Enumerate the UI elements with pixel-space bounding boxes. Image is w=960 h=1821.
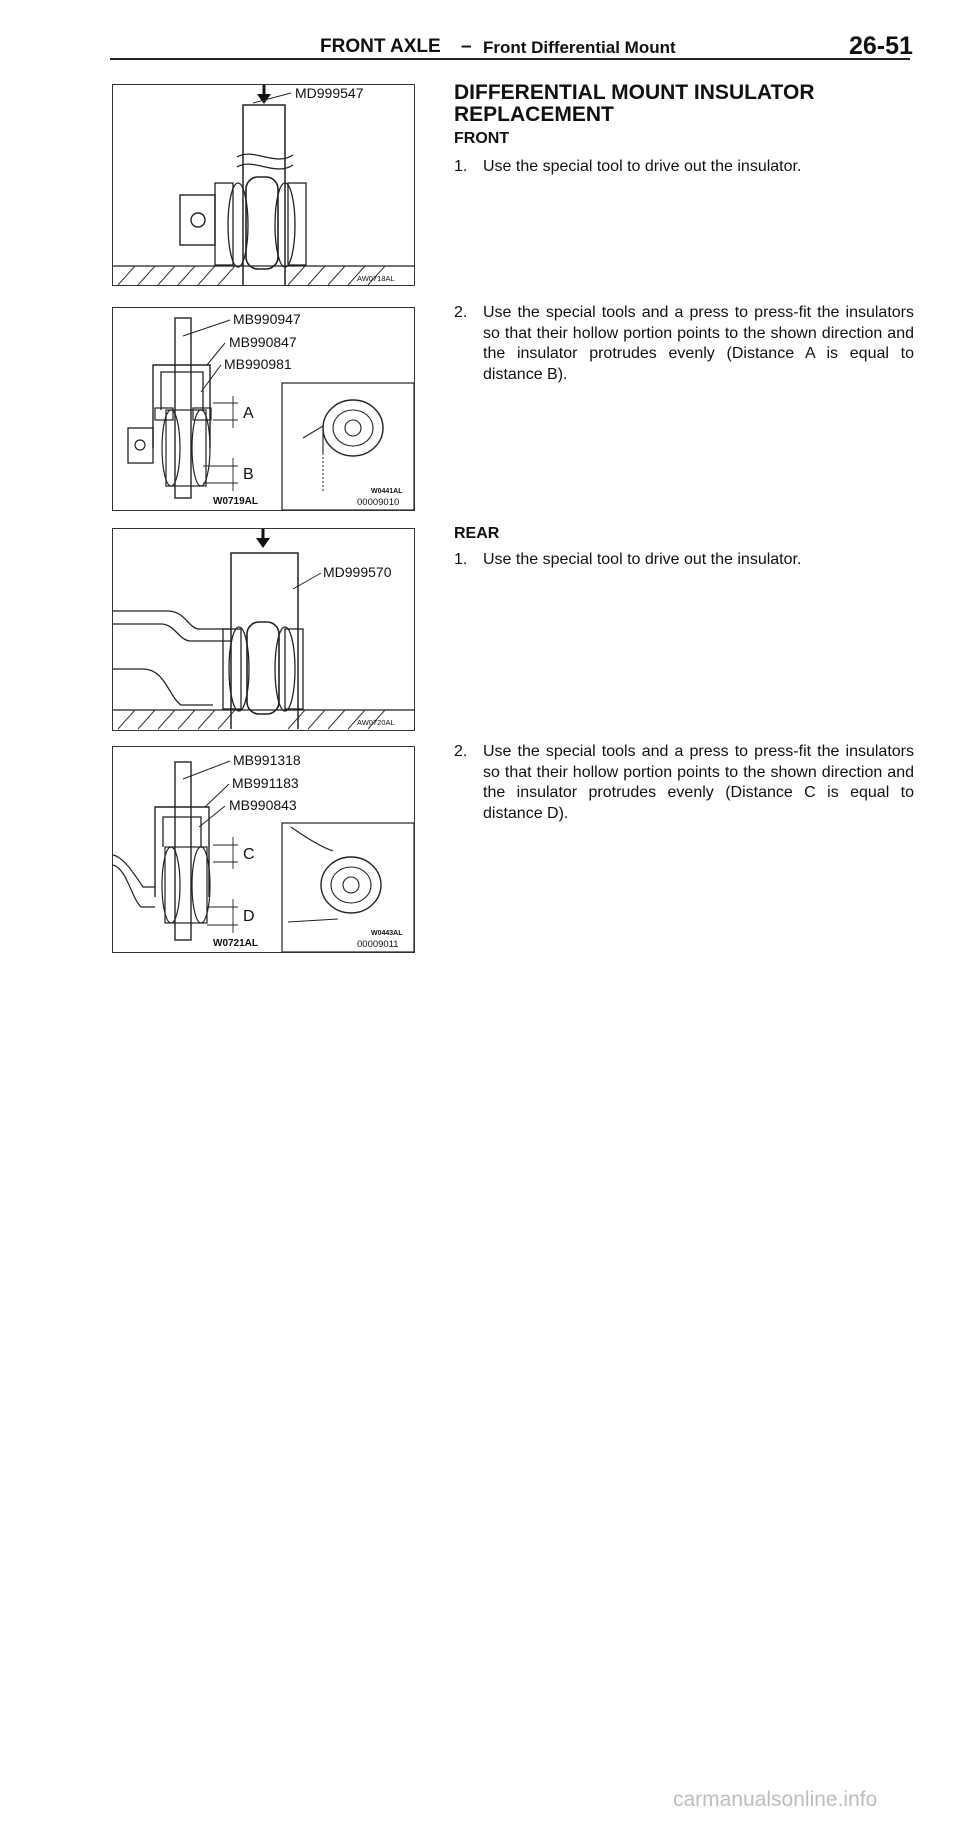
step-text: Use the special tool to drive out the insulator. <box>483 158 802 175</box>
step-number: 1. <box>454 551 468 568</box>
fig4-tool-1: MB991318 <box>233 752 301 768</box>
dim-a-label: A <box>243 405 254 422</box>
fig3-tool-label: MD999570 <box>323 564 392 580</box>
fig4-code-left: W0721AL <box>213 938 259 949</box>
subsection-title: Front Differential Mount <box>483 38 676 57</box>
dim-d-label: D <box>243 908 255 925</box>
fig2-tool-3: MB990981 <box>224 356 292 372</box>
figure-rear-install <box>112 746 415 953</box>
rear-heading: REAR <box>454 525 500 542</box>
watermark: carmanualsonline.info <box>673 1788 878 1811</box>
rear-step-1 <box>454 550 914 571</box>
fig2-code-inset: W0441AL <box>371 488 403 495</box>
section-title: FRONT AXLE <box>320 36 441 57</box>
dim-c-label: C <box>243 846 255 863</box>
figure-rear-removal <box>112 528 415 731</box>
front-step-1 <box>454 157 914 178</box>
header-rule <box>110 58 910 60</box>
fig4-code-bottom: 00009011 <box>357 939 399 950</box>
fig2-code-left: W0719AL <box>213 496 259 507</box>
fig4-tool-3: MB990843 <box>229 797 297 813</box>
fig1-code: AW0718AL <box>357 274 395 283</box>
front-heading: FRONT <box>454 130 510 147</box>
fig4-tool-2: MB991183 <box>232 775 299 791</box>
header-dash: – <box>461 36 472 57</box>
figure-front-install <box>112 307 415 511</box>
step-number: 2. <box>454 304 468 321</box>
step-text: Use the special tools and a press to press-fit the insulators so that their hollow portion points to the shown direction and the insulator protrudes evenly (Distance A is equal to distance B). <box>483 304 914 383</box>
fig1-tool-label: MD999547 <box>295 85 364 101</box>
page-title: DIFFERENTIAL MOUNT INSULATOR REPLACEMENT <box>454 81 815 126</box>
fig2-code-bottom: 00009010 <box>357 497 400 508</box>
dim-b-label: B <box>243 466 254 483</box>
step-number: 1. <box>454 158 468 175</box>
rear-step-2 <box>454 742 914 824</box>
fig2-tool-1: MB990947 <box>233 311 301 327</box>
fig3-code: AW0720AL <box>357 718 395 727</box>
figure-front-removal <box>112 84 415 286</box>
fig4-code-inset: W0443AL <box>371 930 403 937</box>
step-number: 2. <box>454 743 468 760</box>
front-step-2 <box>454 303 914 385</box>
page-number: 26-51 <box>849 32 913 60</box>
fig2-tool-2: MB990847 <box>229 334 297 350</box>
step-text: Use the special tools and a press to press-fit the insulators so that their hollow portion points to the shown direction and the insulator protrudes evenly (Distance C is equal to distance D). <box>483 743 914 822</box>
step-text: Use the special tool to drive out the insulator. <box>483 551 802 568</box>
